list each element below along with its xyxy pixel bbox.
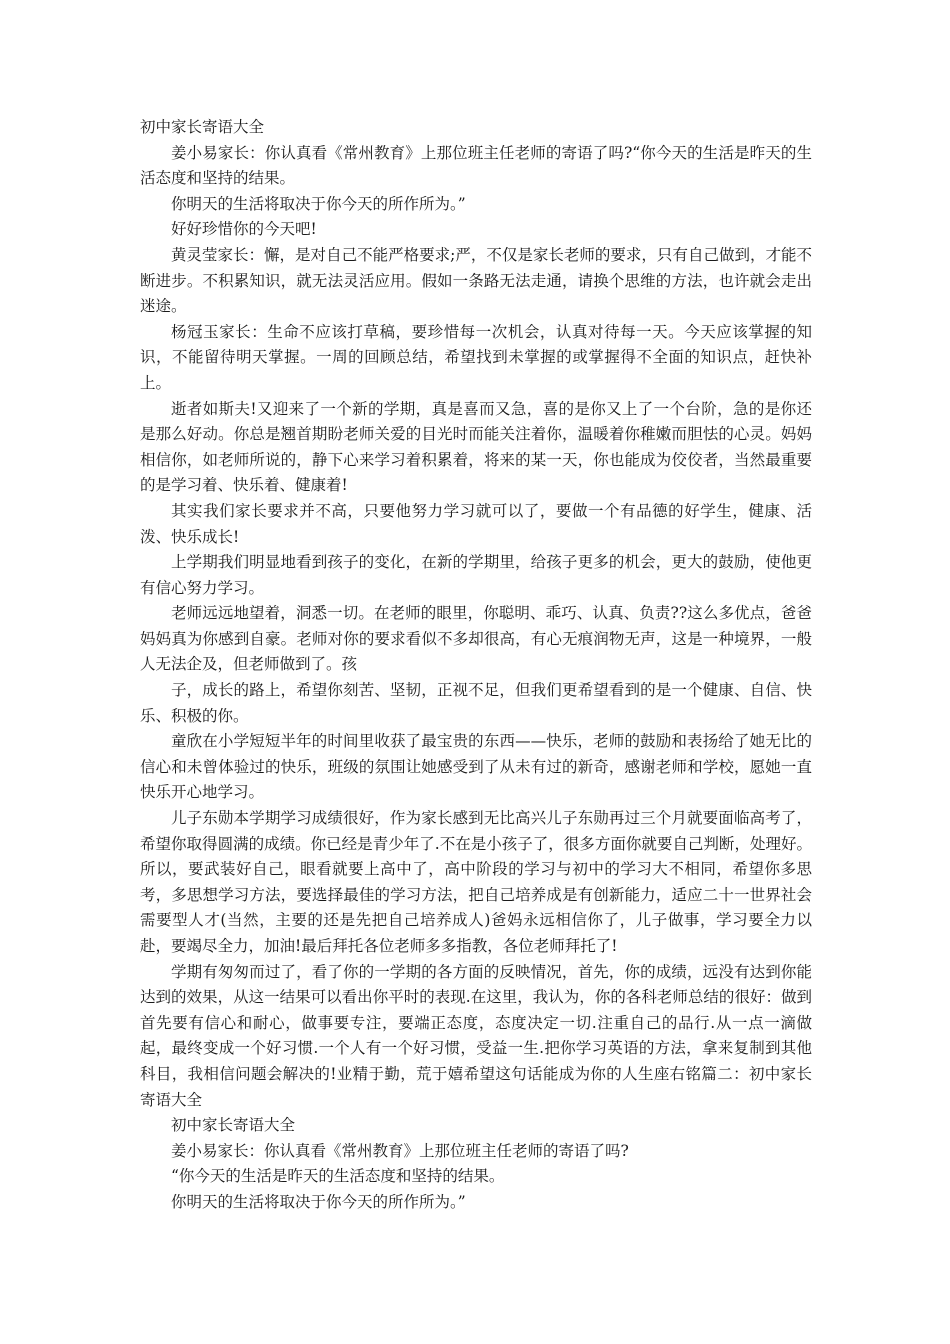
paragraph: “你今天的生活是昨天的生活态度和坚持的结果。	[171, 1167, 505, 1186]
paragraph: 你明天的生活将取决于你今天的所作所为。”	[171, 1192, 466, 1211]
paragraph: 子，成长的路上，希望你刻苦、坚韧，正视不足，但我们更希望看到的是一个健康、自信、快乐、积极的你。	[140, 681, 812, 725]
document-title: 初中家长寄语大全	[140, 118, 265, 136]
paragraph: 黄灵莹家长：懈，是对自己不能严格要求;严，不仅是家长老师的要求，只有自己做到，才能不断进步。不积累知识，就无法灵活应用。假如一条路无法走通，请换个思维的方法，也许就会走出迷途。	[140, 245, 812, 316]
paragraph: 老师远远地望着，洞悉一切。在老师的眼里，你聪明、乖巧、认真、负责??这么多优点，爸爸妈妈真为你感到自豪。老师对你的要求看似不多却很高，有心无痕润物无声，这是一种境界，一般人无法企及，但老师做到了。孩	[140, 604, 812, 674]
paragraph: 童欣在小学短短半年的时间里收获了最宝贵的东西——快乐，老师的鼓励和表扬给了她无比的信心和未曾体验过的快乐，班级的氛围让她感受到了从未有过的新奇，感谢老师和学校，愿她一直快乐开心地学习。	[140, 732, 812, 802]
paragraph: 其实我们家长要求并不高，只要他努力学习就可以了，要做一个有品德的好学生，健康、活泼、快乐成长!	[140, 501, 812, 546]
document-page	[140, 115, 812, 1216]
paragraph: 你明天的生活将取决于你今天的所作所为。”	[171, 194, 466, 213]
paragraph: 上学期我们明显地看到孩子的变化，在新的学期里，给孩子更多的机会，更大的鼓励，使他更有信心努力学习。	[140, 553, 812, 597]
paragraph: 逝者如斯夫!又迎来了一个新的学期，真是喜而又急，喜的是你又上了一个台阶，急的是你还是那么好动。你总是翘首期盼老师关爱的目光时而能关注着你，温暖着你稚嫩而胆怯的心灵。妈妈相信你，如老师所说的，静下心来学习着积累着，将来的某一天，你也能成为佼佼者，当然最重要的是学习着、快乐着、健康着!	[140, 399, 812, 495]
paragraph: 杨冠玉家长：生命不应该打草稿，要珍惜每一次机会，认真对待每一天。今天应该掌握的知识，不能留待明天掌握。一周的回顾总结，希望找到未掌握的或掌握得不全面的知识点，赶快补上。	[140, 322, 812, 392]
paragraph: 姜小易家长：你认真看《常州教育》上那位班主任老师的寄语了吗?“你今天的生活是昨天的生活态度和坚持的结果。	[140, 143, 812, 188]
paragraph: 儿子东勋本学期学习成绩很好，作为家长感到无比高兴儿子东勋再过三个月就要面临高考了，希望你取得圆满的成绩。你已经是青少年了.不在是小孩子了，很多方面你就要自己判断，处理好。所以，要武装好自己，眼看就要上高中了，高中阶段的学习与初中的学习大不相同，希望你多思考，多思想学习方法，要选择最佳的学习方法，把自己培养成是有创新能力，适应二十一世界社会需要型人才(当然，主要的还是先把自己培养成人)爸妈永远相信你了，儿子做事，学习要全力以赴，要竭尽全力，加油!最后拜托各位老师多多指教，各位老师拜托了!	[140, 809, 812, 955]
paragraph: 学期有匆匆而过了，看了你的一学期的各方面的反映情况，首先，你的成绩，远没有达到你能达到的效果，从这一结果可以看出你平时的表现.在这里，我认为，你的各科老师总结的很好：做到首先要有信心和耐心，做事要专注，要端正态度，态度决定一切.注重自己的品行.从一点一滴做起，最终变成一个好习惯.一个人有一个好习惯，受益一生.把你学习英语的方法，拿来复制到其他科目，我相信问题会解决的!业精于勤，荒于嬉希望这句话能成为你的人生座右铭篇二：初中家长寄语大全	[140, 962, 812, 1109]
paragraph: 好好珍惜你的今天吧!	[171, 220, 317, 239]
paragraph: 初中家长寄语大全	[171, 1116, 296, 1135]
paragraph: 姜小易家长：你认真看《常州教育》上那位班主任老师的寄语了吗?	[171, 1141, 629, 1160]
